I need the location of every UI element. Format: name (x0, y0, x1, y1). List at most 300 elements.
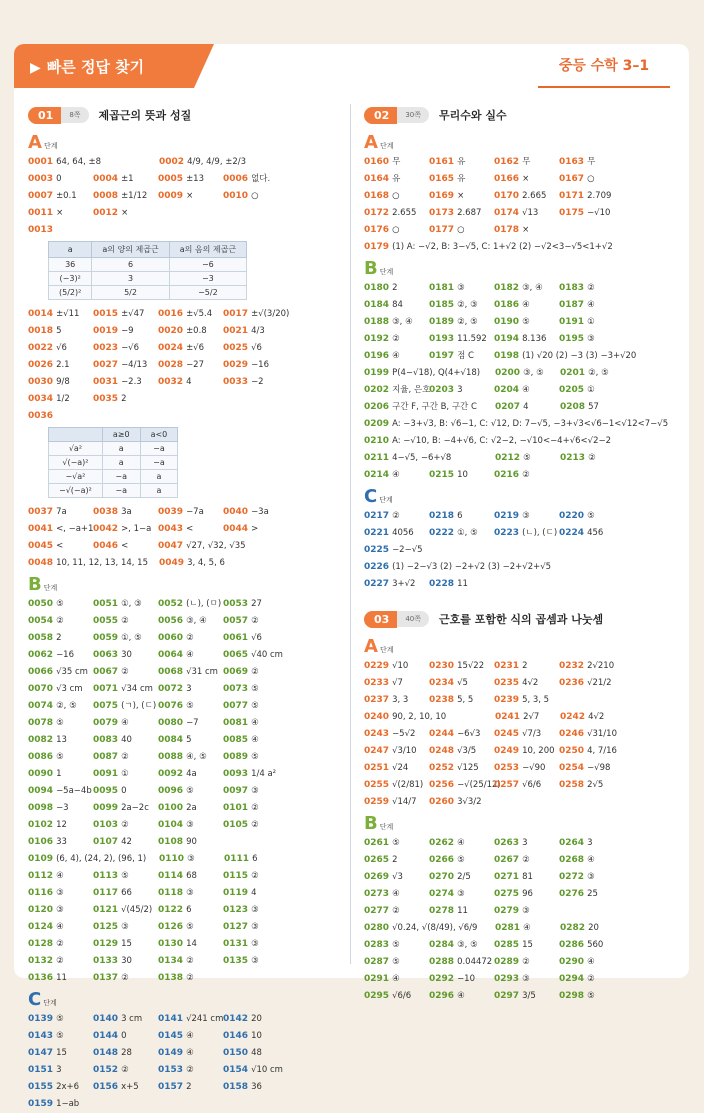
answer-item (559, 314, 623, 331)
table-cell: −a (102, 484, 140, 498)
answer-text: −√90 (522, 763, 546, 773)
answer-item (429, 525, 493, 542)
answer-text: 10, 11, 12, 13, 14, 15 (56, 558, 148, 568)
answer-text: ⑤ (392, 957, 400, 967)
problem-number: 0138 (158, 973, 184, 983)
answer-item (223, 306, 290, 323)
answer-item (28, 391, 92, 408)
answer-item (223, 630, 287, 647)
answer-item (364, 297, 428, 314)
problem-number: 0051 (93, 599, 119, 609)
answer-item (364, 794, 428, 811)
problem-number: 0236 (559, 678, 585, 688)
answer-item (494, 726, 558, 743)
problem-number: 0076 (158, 701, 184, 711)
problem-number: 0026 (28, 360, 54, 370)
answer-text: × (522, 174, 530, 184)
problem-number: 0005 (158, 174, 184, 184)
answer-text: 13 (56, 735, 67, 745)
answer-text: ② (121, 616, 129, 626)
answer-item (429, 658, 493, 675)
problem-number: 0176 (364, 225, 390, 235)
table-cell: a (140, 484, 178, 498)
problem-number: 0283 (364, 940, 390, 950)
problem-number: 0020 (158, 326, 184, 336)
problem-number: 0205 (559, 385, 585, 395)
problem-number: 0222 (429, 528, 455, 538)
answer-text: 2 (56, 633, 62, 643)
problem-number: 0191 (559, 317, 585, 327)
answer-text: 90, 2, 10, 10 (392, 712, 447, 722)
answer-text: ② (186, 973, 194, 983)
answer-item (559, 331, 623, 348)
problem-number: 0103 (93, 820, 119, 830)
answer-item (364, 743, 428, 760)
problem-number: 0153 (158, 1065, 184, 1075)
answer-item (494, 382, 558, 399)
problem-number: 0100 (158, 803, 184, 813)
answer-text: 10 (251, 1031, 262, 1041)
answer-text: ④ (392, 470, 400, 480)
answer-text: (1) A: −√2, B: 3−√5, C: 1+√2 (2) −√2<3−√5<1+√2 (392, 242, 613, 252)
answer-item (158, 970, 222, 987)
answer-item (28, 357, 92, 374)
answer-text: ⑤ (121, 871, 129, 881)
answer-item (93, 953, 157, 970)
answer-text: ③ (522, 511, 530, 521)
answer-text: ② (121, 973, 129, 983)
table-header-cell (49, 428, 103, 442)
problem-number: 0030 (28, 377, 54, 387)
answer-item (364, 777, 428, 794)
answer-text: −3a (251, 507, 269, 517)
problem-number: 0247 (364, 746, 390, 756)
table-cell: 5/2 (92, 286, 169, 300)
problem-number: 0211 (364, 453, 390, 463)
problem-number: 0238 (429, 695, 455, 705)
answer-item (158, 681, 222, 698)
answer-item (158, 374, 222, 391)
brand-block (528, 44, 680, 88)
answer-item (93, 306, 157, 323)
answer-item (429, 794, 493, 811)
answer-text: √241 cm (186, 1014, 224, 1024)
answer-item (223, 188, 287, 205)
answer-item (223, 1045, 287, 1062)
answer-item (28, 834, 92, 851)
answer-item (494, 348, 637, 365)
answer-text: √(45/2) (121, 905, 153, 915)
answer-text: ○ (392, 225, 400, 235)
problem-number: 0115 (223, 871, 249, 881)
answer-text: ⑤ (392, 940, 400, 950)
table-cell: (−3)² (49, 272, 92, 286)
answer-text: ② (186, 956, 194, 966)
problem-number: 0226 (364, 562, 390, 572)
answer-text: P(4−√18), Q(4+√18) (392, 368, 481, 378)
problem-number: 0047 (158, 541, 184, 551)
answer-text: ② (56, 616, 64, 626)
answer-grid (364, 508, 682, 593)
answer-text: √14/7 (392, 797, 417, 807)
answer-item (28, 698, 92, 715)
answer-text: 0.04472 (457, 957, 493, 967)
answer-item (93, 357, 157, 374)
answer-text: 90 (186, 837, 197, 847)
answer-text: −2 (251, 377, 264, 387)
answer-text: 10, 200 (522, 746, 555, 756)
problem-number: 0214 (364, 470, 390, 480)
problem-number: 0032 (158, 377, 184, 387)
problem-number: 0024 (158, 343, 184, 353)
answer-item (559, 658, 623, 675)
problem-number: 0161 (429, 157, 455, 167)
problem-number: 0292 (429, 974, 455, 984)
answer-text: 3, 4, 5, 6 (187, 558, 225, 568)
section-number: 01 (28, 107, 61, 124)
problem-number: 0102 (28, 820, 54, 830)
answer-item (223, 521, 287, 538)
answer-item (429, 382, 493, 399)
answer-item (223, 340, 287, 357)
answer-text: √6/6 (392, 991, 412, 1001)
answer-text: 2 (186, 1082, 192, 1092)
section-header (28, 104, 344, 126)
answer-text: √0.24, √(8/49), √6/9 (392, 923, 478, 933)
problem-number: 0195 (559, 334, 585, 344)
problem-number: 0167 (559, 174, 585, 184)
problem-number: 0258 (559, 780, 585, 790)
answer-item (364, 726, 428, 743)
answer-text: 무 (587, 157, 596, 167)
answer-text: ③, ⑤ (523, 368, 544, 378)
left-column (28, 104, 344, 1113)
answer-text: −16 (56, 650, 75, 660)
answer-text: 무 (392, 157, 401, 167)
answer-item (364, 450, 494, 467)
problem-number: 0131 (223, 939, 249, 949)
answer-item (223, 766, 287, 783)
answer-text: √3 (392, 872, 403, 882)
answer-item (93, 647, 157, 664)
answer-item (28, 970, 92, 987)
problem-number: 0080 (158, 718, 184, 728)
table-row (49, 272, 247, 286)
answer-item (93, 340, 157, 357)
answer-item (158, 868, 222, 885)
problem-number: 0064 (158, 650, 184, 660)
answer-text: ±13 (186, 174, 205, 184)
answer-item (429, 971, 493, 988)
problem-number: 0200 (495, 368, 521, 378)
answer-item (429, 937, 493, 954)
answer-item (429, 869, 493, 886)
answer-text: ③, ④ (392, 317, 413, 327)
answer-text: ○ (457, 225, 465, 235)
answer-text: 유 (457, 157, 466, 167)
answer-item (364, 658, 428, 675)
answer-text: ④ (392, 889, 400, 899)
problem-number: 0109 (28, 854, 54, 864)
answer-item (93, 1011, 157, 1028)
answer-item (223, 323, 287, 340)
answer-text: ④ (186, 1031, 194, 1041)
answer-item (494, 869, 558, 886)
answer-text: 66 (121, 888, 132, 898)
answer-text: ⑤ (56, 752, 64, 762)
answer-item (28, 1011, 92, 1028)
answer-item (560, 365, 624, 382)
answer-text: 6 (186, 905, 192, 915)
problem-number: 0286 (559, 940, 585, 950)
answer-text: √125 (457, 763, 479, 773)
answer-grid (28, 154, 344, 572)
answer-text: > (251, 524, 259, 534)
problem-number: 0057 (223, 616, 249, 626)
table-header-cell: a의 음의 제곱근 (169, 242, 246, 258)
problem-number: 0148 (93, 1048, 119, 1058)
answer-text: 4/9, 4/9, ±2/3 (187, 157, 247, 167)
answer-item (93, 1028, 157, 1045)
problem-number: 0173 (429, 208, 455, 218)
answer-item (364, 416, 681, 433)
problem-number: 0123 (223, 905, 249, 915)
problem-number: 0241 (495, 712, 521, 722)
answer-text: 81 (522, 872, 533, 882)
problem-number: 0169 (429, 191, 455, 201)
problem-number: 0172 (364, 208, 390, 218)
problem-number: 0163 (559, 157, 585, 167)
problem-number: 0070 (28, 684, 54, 694)
answer-text: 12 (56, 820, 67, 830)
answer-text: 0 (121, 786, 127, 796)
problem-number: 0231 (494, 661, 520, 671)
answer-text: ③ (186, 820, 194, 830)
answer-text: 5 (56, 326, 62, 336)
answer-text: 2 (392, 855, 398, 865)
answer-item (158, 188, 222, 205)
answer-text: ② (251, 667, 259, 677)
answer-text: (ㄱ), (ㄷ) (121, 701, 157, 711)
answer-item (93, 1079, 157, 1096)
answer-item (28, 885, 92, 902)
answer-item (93, 698, 157, 715)
answer-item (28, 613, 92, 630)
answer-item (494, 280, 558, 297)
answer-text: ③ (587, 334, 595, 344)
problem-number: 0290 (559, 957, 585, 967)
problem-number: 0060 (158, 633, 184, 643)
answer-text: ④ (522, 300, 530, 310)
answer-text: ±1/12 (121, 191, 148, 201)
problem-number: 0274 (429, 889, 455, 899)
section-number: 02 (364, 107, 397, 124)
problem-number: 0239 (494, 695, 520, 705)
problem-number: 0282 (560, 923, 586, 933)
problem-number: 0182 (494, 283, 520, 293)
answer-item (364, 675, 428, 692)
answer-item (495, 709, 559, 726)
answer-item (223, 732, 287, 749)
answer-item (364, 222, 428, 239)
answer-text: ③ (251, 905, 259, 915)
problem-number: 0136 (28, 973, 54, 983)
stage-word: 단계 (379, 823, 394, 831)
answer-item (28, 521, 92, 538)
answer-text: ⑤ (56, 1031, 64, 1041)
answer-item (158, 521, 222, 538)
answer-item (559, 382, 623, 399)
answer-item (93, 504, 157, 521)
table-row (49, 442, 178, 456)
answer-text: ① (587, 317, 595, 327)
problem-number: 0124 (28, 922, 54, 932)
problem-number: 0023 (93, 343, 119, 353)
answer-text: ② (56, 956, 64, 966)
answer-text: ④ (457, 991, 465, 1001)
answer-text: ⑤ (251, 752, 259, 762)
answer-text: √7 (392, 678, 403, 688)
table-row (49, 456, 178, 470)
answer-item (494, 525, 558, 542)
problem-number: 0270 (429, 872, 455, 882)
problem-number: 0133 (93, 956, 119, 966)
problem-number: 0202 (364, 385, 390, 395)
problem-number: 0013 (28, 225, 54, 235)
answer-item (559, 154, 623, 171)
answer-item (93, 749, 157, 766)
problem-number: 0209 (364, 419, 390, 429)
answer-text: 2.655 (392, 208, 417, 218)
answer-text: 28 (121, 1048, 132, 1058)
problem-number: 0092 (158, 769, 184, 779)
answer-item (93, 919, 157, 936)
answer-text: √13 (522, 208, 539, 218)
answer-text: −3 (56, 803, 69, 813)
answer-item (494, 903, 558, 920)
problem-number: 0215 (429, 470, 455, 480)
stage-label-c (28, 991, 344, 1009)
answer-text: 4 (523, 402, 529, 412)
problem-number: 0007 (28, 191, 54, 201)
answer-text: 4 (251, 888, 257, 898)
answer-item (93, 171, 157, 188)
problem-number: 0199 (364, 368, 390, 378)
answer-item (364, 348, 428, 365)
answer-item (364, 576, 428, 593)
problem-number: 0121 (93, 905, 119, 915)
answer-text: A: −3+√3, B: √6−1, C: √12, D: 7−√5, −3+√3<√6−1<√12<7−√5 (392, 419, 669, 429)
problem-number: 0035 (93, 394, 119, 404)
answer-text: 40 (121, 735, 132, 745)
answer-text: √27, √32, √35 (186, 541, 246, 551)
answer-text: 2.687 (457, 208, 482, 218)
answer-item (28, 681, 92, 698)
problem-number: 0022 (28, 343, 54, 353)
problem-number: 0243 (364, 729, 390, 739)
answer-item (28, 868, 92, 885)
answer-item (364, 171, 428, 188)
problem-number: 0083 (93, 735, 119, 745)
problem-number: 0143 (28, 1031, 54, 1041)
problem-number: 0144 (93, 1031, 119, 1041)
problem-number: 0156 (93, 1082, 119, 1092)
answer-item (559, 171, 623, 188)
answer-text: ② (121, 820, 129, 830)
answer-item (93, 885, 157, 902)
answer-text: ② (587, 283, 595, 293)
problem-number: 0088 (158, 752, 184, 762)
answer-text: −7 (186, 718, 199, 728)
problem-number: 0061 (223, 633, 249, 643)
answer-item (559, 835, 623, 852)
answer-text: −2.3 (121, 377, 142, 387)
answer-item (364, 709, 494, 726)
section-title: 무리수와 실수 (438, 109, 507, 122)
answer-item (158, 1011, 222, 1028)
problem-number: 0257 (494, 780, 520, 790)
section-number: 03 (364, 611, 397, 628)
problem-number: 0278 (429, 906, 455, 916)
answer-item (364, 365, 494, 382)
right-column-bottom (364, 608, 682, 1005)
answer-text: × (186, 191, 194, 201)
problem-number: 0208 (560, 402, 586, 412)
answer-text: ④, ⑤ (186, 752, 207, 762)
answer-text: 15√22 (457, 661, 485, 671)
problem-number: 0001 (28, 157, 54, 167)
answer-item (223, 647, 287, 664)
problem-number: 0111 (224, 854, 250, 864)
answer-text: (1) √20 (2) −3 (3) −3+√20 (522, 351, 637, 361)
stage-label-b (364, 815, 682, 833)
answer-item (494, 971, 558, 988)
answer-item (93, 596, 157, 613)
problem-number: 0293 (494, 974, 520, 984)
answer-text: (ㄴ), (ㅁ) (186, 599, 222, 609)
problem-number: 0104 (158, 820, 184, 830)
answer-item (158, 834, 222, 851)
answer-item (364, 399, 494, 416)
answer-item (159, 555, 289, 572)
answer-text: 2√7 (523, 712, 540, 722)
section-header (364, 608, 682, 630)
answer-text: ② (186, 633, 194, 643)
answer-text: 10 (457, 470, 468, 480)
answer-item (494, 852, 558, 869)
answer-item (93, 188, 157, 205)
stage-word: 단계 (379, 646, 394, 654)
section-page: 30쪽 (397, 107, 429, 123)
answer-text: ④ (587, 300, 595, 310)
problem-number: 0168 (364, 191, 390, 201)
problem-number: 0229 (364, 661, 390, 671)
answer-grid (364, 154, 682, 256)
answer-item (429, 954, 493, 971)
answer-item (224, 851, 288, 868)
answer-text: 2 (121, 394, 127, 404)
problem-number: 0157 (158, 1082, 184, 1092)
answer-text: 27 (251, 599, 262, 609)
answer-item (494, 154, 558, 171)
problem-number: 0059 (93, 633, 119, 643)
problem-number: 0055 (93, 616, 119, 626)
answer-text: 96 (522, 889, 533, 899)
problem-number: 0128 (28, 939, 54, 949)
problem-number: 0093 (223, 769, 249, 779)
answer-item (223, 357, 287, 374)
answer-text: 33 (56, 837, 67, 847)
